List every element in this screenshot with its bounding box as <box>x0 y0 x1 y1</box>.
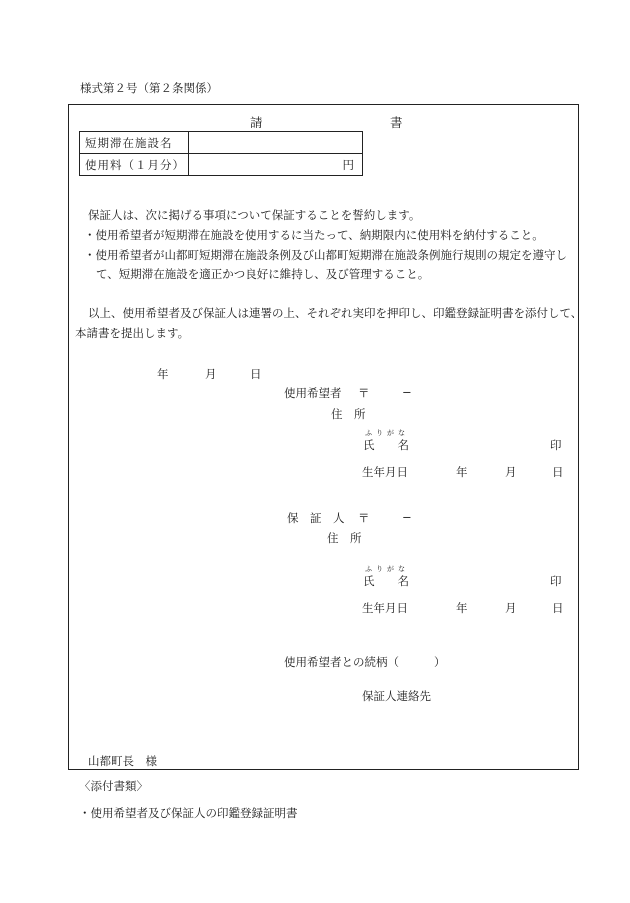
applicant-name-label: 氏 名 <box>363 438 409 452</box>
applicant-address-label: 住 所 <box>331 407 366 421</box>
guarantor-birth-month: 月 <box>505 601 517 615</box>
date-day: 日 <box>250 367 262 381</box>
guarantor-seal: 印 <box>550 574 562 588</box>
attachments-header: 〈添付書類〉 <box>79 779 148 793</box>
applicant-seal: 印 <box>550 438 562 452</box>
guarantor-name-label: 氏 名 <box>363 574 409 588</box>
form-number: 様式第２号（第２条関係） <box>80 81 218 95</box>
statement-line-2: 本請書を提出します。 <box>75 326 190 340</box>
facility-table <box>79 131 363 176</box>
guarantor-postal-mark: 〒 <box>358 511 370 525</box>
guarantor-address-label: 住 所 <box>327 531 362 545</box>
guarantor-birth-label: 生年月日 <box>362 601 408 615</box>
relationship-label: 使用希望者との続柄（ <box>284 655 399 669</box>
applicant-birth-year: 年 <box>456 465 468 479</box>
title-char-left: 請 <box>250 115 263 130</box>
applicant-furigana: ふりがな <box>365 429 409 437</box>
applicant-birth-day: 日 <box>552 465 564 479</box>
guarantor-birth-year: 年 <box>456 601 468 615</box>
guarantor-contact-label: 保証人連絡先 <box>362 689 431 703</box>
applicant-postal-dash: − <box>402 385 412 399</box>
date-month: 月 <box>205 367 217 381</box>
usage-fee-label: 使用料（１月分） <box>80 154 189 176</box>
attachments-item: ・使用希望者及び保証人の印鑑登録証明書 <box>79 806 298 820</box>
statement-line-1: 以上、使用希望者及び保証人は連署の上、それぞれ実印を押印し、印鑑登録証明書を添付して、 <box>88 306 583 320</box>
pledge-intro: 保証人は、次に掲げる事項について保証することを誓約します。 <box>88 208 421 222</box>
title-char-right: 書 <box>390 115 403 130</box>
guarantor-label: 保 証 人 <box>287 511 345 525</box>
facility-name-label: 短期滞在施設名 <box>80 132 189 154</box>
pledge-item-2-line-2: て、短期滞在施設を適正かつ良好に維持し、及び管理すること。 <box>96 267 430 281</box>
applicant-label: 使用希望者 <box>284 386 342 400</box>
table-row <box>80 154 363 176</box>
applicant-birth-label: 生年月日 <box>362 465 408 479</box>
form-frame <box>68 104 579 770</box>
facility-name-value[interactable] <box>189 132 363 154</box>
pledge-item-1: ・使用希望者が短期滞在施設を使用するに当たって、納期限内に使用料を納付すること。 <box>84 228 544 242</box>
usage-fee-value[interactable]: 円 <box>189 154 363 176</box>
relationship-close: ） <box>434 655 446 669</box>
table-row <box>80 132 363 154</box>
applicant-postal-mark: 〒 <box>358 386 370 400</box>
date-year: 年 <box>157 367 169 381</box>
guarantor-postal-dash: − <box>402 510 412 524</box>
applicant-birth-month: 月 <box>505 465 517 479</box>
guarantor-furigana: ふりがな <box>365 565 409 573</box>
guarantor-birth-day: 日 <box>552 601 564 615</box>
pledge-item-2-line-1: ・使用希望者が山都町短期滞在施設条例及び山都町短期滞在施設条例施行規則の規定を遵守し <box>84 248 567 262</box>
addressee: 山都町長 様 <box>88 754 157 768</box>
